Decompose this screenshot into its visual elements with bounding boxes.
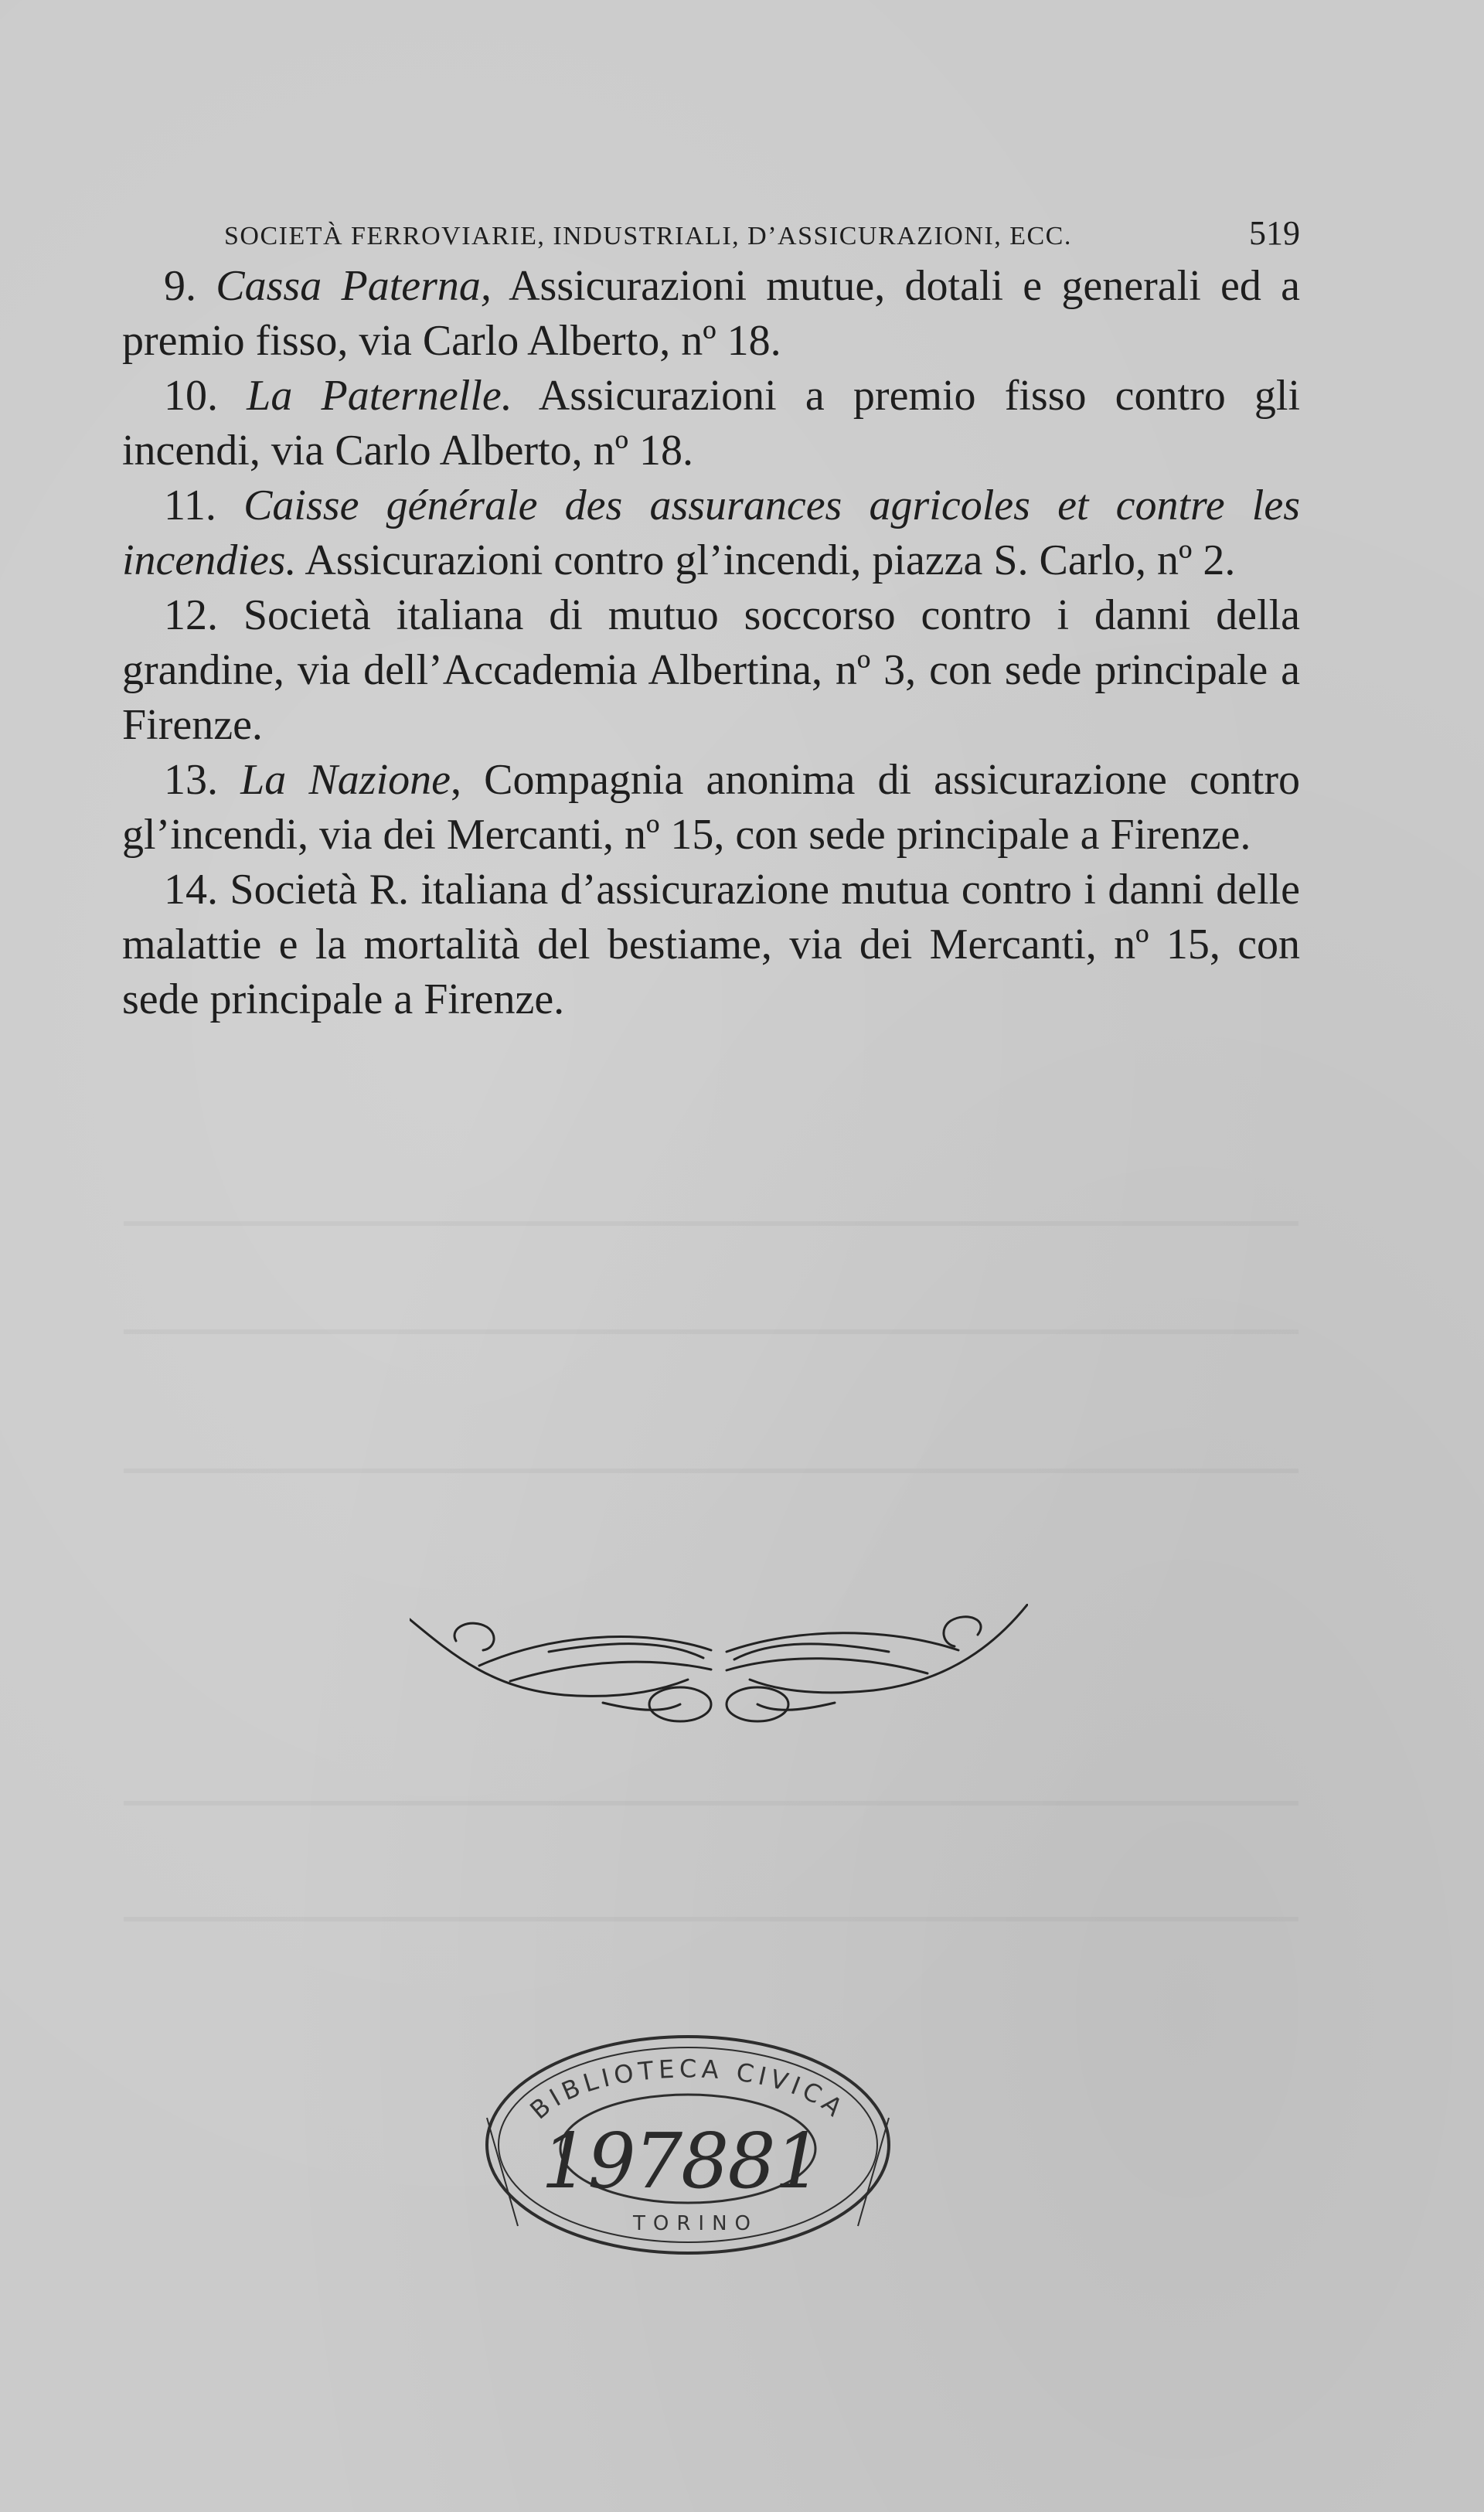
entry-9: [122, 259, 1300, 369]
ornamental-flourish-icon: [410, 1604, 1028, 1727]
bleed-through-shadow: [124, 1801, 1298, 1806]
entry-13: [122, 753, 1300, 863]
entry-number: 9.: [164, 262, 196, 310]
stamp-city: TORINO: [633, 2212, 758, 2235]
stamp-arc-text: BIBLIOTECA CIVICA: [524, 2054, 852, 2126]
page-number: 519: [1249, 214, 1300, 252]
page-body: [122, 259, 1300, 1027]
bleed-through-shadow: [124, 1469, 1298, 1473]
entry-name: Cassa Paterna,: [216, 262, 492, 310]
entry-text: Assicurazioni mutue, dotali e generali ed a premio fisso, via Carlo Alberto, nº 18.: [122, 262, 1301, 365]
entry-11: [122, 478, 1300, 588]
entry-12: [122, 588, 1300, 753]
entry-name: La Paternelle.: [247, 372, 512, 420]
bleed-through-shadow: [124, 1917, 1298, 1921]
entry-text: , Compagnia anonima di assicurazione contro gl’incendi, via dei Mercanti, nº 15, con sede principale a Firenze.: [122, 756, 1301, 859]
svg-text:BIBLIOTECA CIVICA: [524, 2054, 851, 2125]
entry-name: Caisse générale des assurances agricoles et contre les incendies.: [122, 482, 1300, 584]
bleed-through-shadow: [124, 1329, 1298, 1334]
entry-14: [122, 863, 1300, 1027]
entry-name: La Nazione: [240, 756, 451, 804]
entry-number: 14.: [164, 866, 218, 914]
running-title: SOCIETÀ FERROVIARIE, INDUSTRIALI, D’ASSICURAZIONI, ECC.: [224, 222, 1072, 250]
running-head: [224, 213, 1300, 253]
entry-10: [122, 369, 1300, 478]
bleed-through-shadow: [124, 1221, 1298, 1226]
entry-number: 13.: [164, 756, 218, 804]
entry-text: Società italiana di mutuo soccorso contro i danni della grandine, via dell’Accademia Albertina, nº 3, con sede principale a Firenze.: [122, 591, 1300, 749]
entry-number: 12.: [164, 591, 218, 639]
entry-text: Società R. italiana d’assicurazione mutua contro i danni delle malattie e la mortalità del bestiame, via dei Mercanti, nº 15, con sede principale a Firenze.: [122, 866, 1300, 1023]
entry-number: 10.: [164, 372, 218, 420]
entry-text: Assicurazioni contro gl’incendi, piazza S. Carlo, nº 2.: [296, 536, 1236, 584]
entry-text: Assicurazioni a premio fisso contro gli incendi, via Carlo Alberto, nº 18.: [122, 372, 1301, 475]
entry-number: 11.: [164, 482, 216, 529]
stamp-inventory-number: 197881: [541, 2118, 822, 2206]
